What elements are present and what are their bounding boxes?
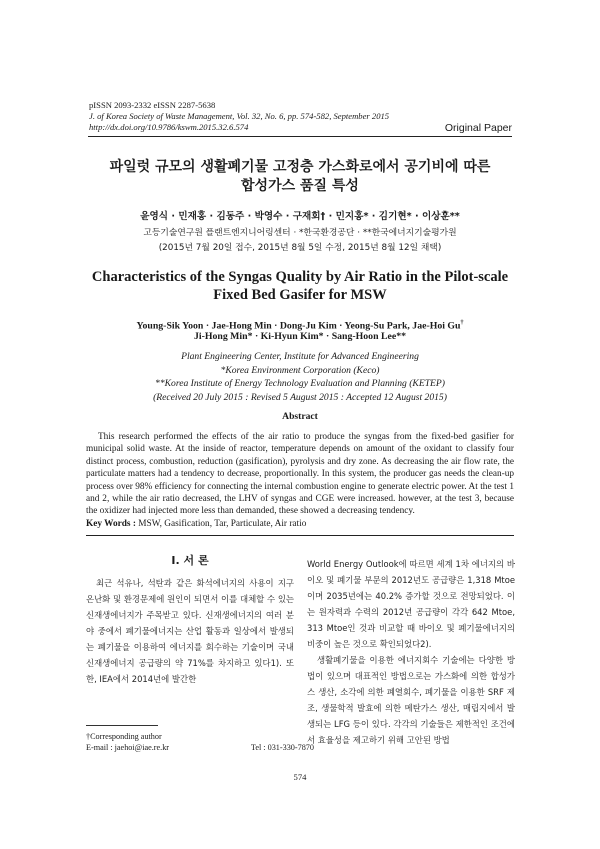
footnote-rule bbox=[86, 725, 158, 726]
footnote-tel: Tel : 031-330-7870 bbox=[250, 743, 314, 752]
english-affiliation-1: Plant Engineering Center, Institute for Advanced Engineering bbox=[181, 351, 419, 362]
keywords-list: MSW, Gasification, Tar, Particulate, Air ratio bbox=[138, 519, 307, 529]
english-dates: (Received 20 July 2015 : Revised 5 August 2015 : Accepted 12 August 2015) bbox=[153, 391, 447, 403]
journal-header bbox=[89, 100, 389, 133]
corresponding-mark: † bbox=[460, 320, 464, 326]
right-paragraph-1: World Energy Outlook에 따르면 세계 1차 에너지의 바이오 및 폐기물 부문의 2012년도 공급량은 1,318 Mtoe이며 2035년에는 40.2% 증가할 것으로 전망되었다. 이는 원자력과 수력의 2012년 공급량이 각각 642 Mtoe, 313 Mtoe인 것과 비교할 때 바이오 및 폐기물에너지의 비중이 높은 것으로 확인되었다2). bbox=[307, 559, 515, 649]
doi-link[interactable]: http://dx.doi.org/10.9786/kswm.2015.32.6.574 bbox=[89, 122, 249, 132]
right-paragraph-2: 생활폐기물을 이용한 에너지회수 기술에는 다양한 방법이 있으며 대표적인 방법으로는 가스화에 의한 합성가스 생산, 소각에 의한 폐열회수, 폐기물을 이용한 SRF 제조, 생물학적 발효에 의한 메탄가스 생산, 매립지에서 발생되는 LFG 등이 있다. 각각의 기술들은 제한적인 조건에서 효율성을 제고하기 위해 고안된 방법 bbox=[307, 655, 515, 745]
english-affiliation-2: *Korea Environment Corporation (Keco) bbox=[220, 364, 380, 376]
korean-affiliation: 고등기술연구원 플랜트엔지니어링센터 · *한국환경공단 · **한국에너지기술평가원 bbox=[143, 228, 457, 238]
english-authors-line2: Ji-Hong Min* · Ki-Hyun Kim* · Sang-Hoon Lee** bbox=[193, 331, 406, 342]
article-type: Original Paper bbox=[444, 122, 512, 134]
english-title-line1: Characteristics of the Syngas Quality by Air Ratio in the Pilot-scale bbox=[91, 269, 509, 285]
abstract-rule bbox=[86, 535, 514, 536]
page-number: 574 bbox=[293, 772, 307, 782]
korean-dates: (2015년 7월 20일 접수, 2015년 8월 5일 수정, 2015년 8월 12일 채택) bbox=[158, 243, 442, 253]
abstract-heading: Abstract bbox=[282, 411, 318, 422]
english-authors-names: Young-Sik Yoon · Jae-Hong Min · Dong-Ju Kim · Yeong-Su Park, Jae-Hoi Gu bbox=[136, 320, 461, 332]
left-paragraph: 최근 석유나, 석탄과 같은 화석에너지의 사용이 지구 온난화 및 환경문제에 원인이 되면서 이를 대체할 수 있는 신재생에너지가 주목받고 있다. 신재생에너지의 여러 분야 중에서 폐기물에너지는 산업 활동과 일상에서 발생되는 폐기물을 이용하여 에너지를 회수하는 기술이며 국내 신재생에너지 공급량의 약 71%를 차지하고 있다1). 또한, IEA에서 2014년에 발간한 bbox=[86, 578, 294, 684]
korean-title-line1: 파일럿 규모의 생활폐기물 고정층 가스화로에서 공기비에 따른 bbox=[109, 159, 491, 175]
footnote bbox=[86, 731, 314, 753]
issn: pISSN 2093-2332 eISSN 2287-5638 bbox=[89, 100, 216, 110]
journal-citation: J. of Korea Society of Waste Management, Vol. 32, No. 6, pp. 574-582, September 2015 bbox=[89, 111, 390, 121]
english-affiliation-3: **Korea Institute of Energy Technology Evaluation and Planning (KETEP) bbox=[155, 378, 445, 389]
footnote-label: †Corresponding author bbox=[86, 732, 162, 741]
header-rule bbox=[88, 136, 512, 137]
english-title-line2: Fixed Bed Gasifer for MSW bbox=[213, 287, 387, 303]
keywords-label: Key Words : bbox=[86, 519, 136, 529]
korean-title-line2: 합성가스 품질 특성 bbox=[241, 178, 359, 194]
footnote-email[interactable]: E-mail : jaehoi@iae.re.kr bbox=[86, 743, 170, 752]
left-column bbox=[86, 575, 294, 687]
abstract-text: This research performed the effects of the air ratio to produce the syngas from the fixed-bed gasifier for municipal solid waste. At the inside of reactor, temperature depends on amount of the oxidant to classify four distinct process, combustion, reduction (gasification), pyrolysis and dry zone. As decreasing the air flow rate, the particulate matters had a tendency to decrease, proportionally. In this system, the producer gas needs the clean-up process over 98% efficiency for connecting the internal combustion engine to generate electric power. At the test 1 and 2, while the air ratio decreased, the LHV of syngas and CGE were increased. however, at the test 3, because the oxidizer had injected more less than demanded, these showed a decreasing tendency. bbox=[86, 432, 514, 517]
korean-authors: 윤영식 · 민재홍 · 김동주 · 박영수 · 구재회† · 민지홍* · 김기현* · 이상훈** bbox=[140, 211, 460, 222]
keywords bbox=[86, 519, 306, 529]
section-title: I. 서 론 bbox=[171, 554, 209, 567]
right-column bbox=[307, 556, 515, 748]
